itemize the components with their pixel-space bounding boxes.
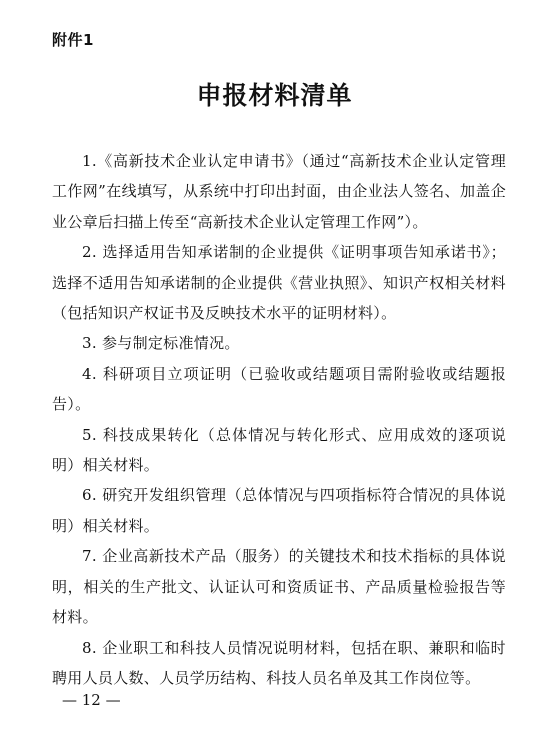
list-item: 5. 科技成果转化（总体情况与转化形式、应用成效的逐项说明）相关材料。 bbox=[52, 425, 506, 475]
list-item: 4. 科研项目立项证明（已验收或结题项目需附验收或结题报告）。 bbox=[52, 364, 506, 414]
document-title: 申报材料清单 bbox=[196, 81, 353, 110]
list-item: 6. 研究开发组织管理（总体情况与四项指标符合情况的具体说明）相关材料。 bbox=[52, 486, 506, 535]
list-item: 2. 选择适用告知承诺制的企业提供《证明事项告知承诺书》；选择不适用告知承诺制的企业提供《营业执照》、知识产权相关材料（包括知识产权证书及反映技术水平的证明材料）。 bbox=[52, 243, 506, 323]
list-item: 3. 参与制定标准情况。 bbox=[82, 334, 240, 353]
list-item: 8. 企业职工和科技人员情况说明材料，包括在职、兼职和临时聘用人员人数、人员学历结构、科技人员名单及其工作岗位等。 bbox=[52, 638, 506, 687]
page-number: — 12 — bbox=[62, 691, 121, 709]
list-item: 7. 企业高新技术产品（服务）的关键技术和技术指标的具体说明，相关的生产批文、认证认可和资质证书、产品质量检验报告等材料。 bbox=[52, 547, 506, 627]
attachment-label: 附件1 bbox=[52, 31, 94, 49]
material-list bbox=[52, 146, 506, 693]
list-item: 1.《高新技术企业认定申请书》（通过“高新技术企业认定管理工作网”在线填写，从系统中打印出封面，由企业法人签名、加盖企业公章后扫描上传至“高新技术企业认定管理工作网”）。 bbox=[52, 152, 506, 231]
